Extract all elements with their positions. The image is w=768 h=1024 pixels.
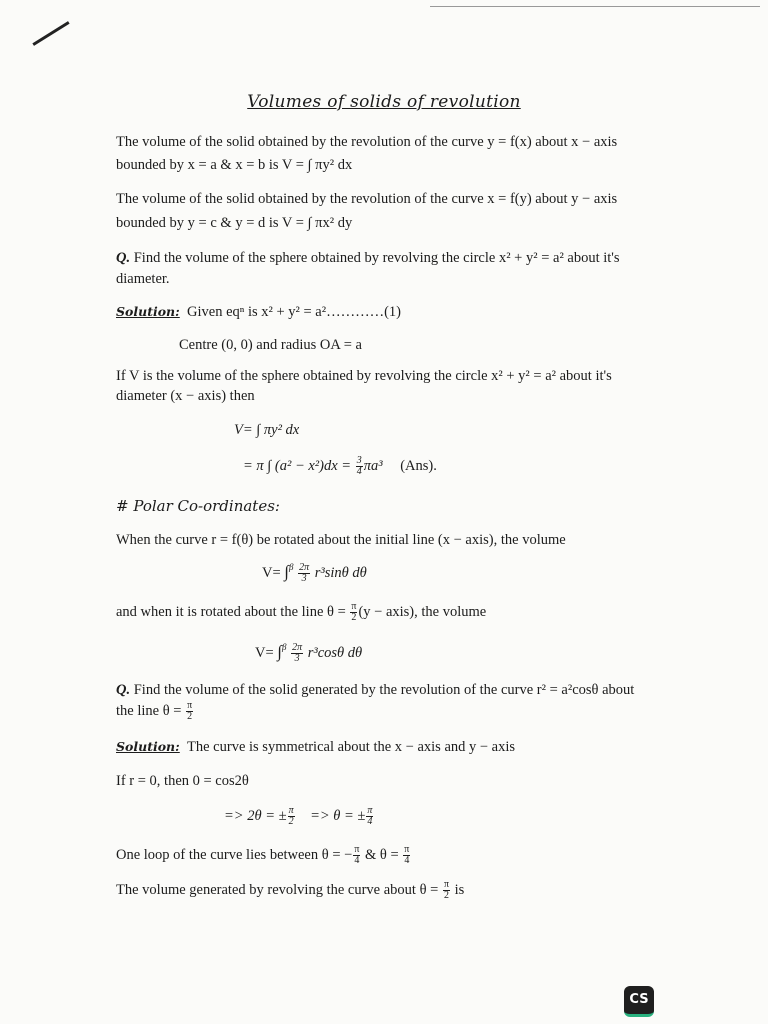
solution-1-given [116,302,401,322]
question-1-line-2: diameter. [116,271,170,287]
fraction-pi-over-four-1: $\frac{\pi}{4}$ [367,805,373,827]
polar-equation-1-text: r³sinθ dθ [314,565,367,581]
fraction-pi-over-two-1: $\frac{\pi}{2}$ [351,601,357,624]
solution-1-line-2: diameter (x − axis) then [116,388,255,404]
solution-1-given-text: Given eqⁿ is x² + y² = a²…………(1) [187,304,401,320]
fraction-two-pi-over-three-2: $\frac{2\pi}{3}$ [292,642,303,665]
integral-sign-2: ∫ [277,642,282,661]
solution-2-line-4-a: One loop of the curve lies between θ = − [116,847,353,863]
solution-2-line-4 [116,845,411,866]
solution-2-line-3 [224,806,374,827]
intro-line-4: bounded by y = c & y = d is V = ∫ πx² dy [116,215,353,231]
solution-1-label: Solution: [116,304,180,319]
camscanner-logo: CS [624,986,654,1017]
integral-sign-1: ∫ [284,562,289,581]
solution-1-equation-2-text: = π ∫ (a² − x²)dx = [243,457,355,474]
fraction-three-quarters: $\frac{3}{4}$ [356,455,362,477]
solution-1-equation-2 [243,456,437,477]
polar-equation-1: V= ∫$^\beta$ $\frac{2\pi}{3}$ r³sinθ dθ [262,562,367,585]
question-2-text: Find the volume of the solid generated by the revolution of the curve r² = a²cosθ about [133,682,635,698]
scan-top-line [430,6,760,7]
solution-2-line-4-b: & θ = [365,847,403,863]
solution-1-answer-label: (Ans). [400,457,437,474]
page-title: Volumes of solids of revolution [247,92,521,112]
solution-2-line-5 [116,880,464,901]
solution-1-line-1: If V is the volume of the sphere obtained by revolving the circle x² + y² = a² about it's [116,368,612,384]
scan-pen-stroke [32,21,69,46]
fraction-pi-over-two-2: $\frac{\pi}{2}$ [187,700,193,723]
polar-line-1: When the curve r = f(θ) be rotated about the initial line (x − axis), the volume [116,532,566,548]
polar-heading: # Polar Co-ordinates: [116,497,280,515]
polar-line-2-b: (y − axis), the volume [358,604,487,620]
polar-line-2-a: and when it is rotated about the line θ = [116,604,350,620]
fraction-pi-over-two-4: $\frac{\pi}{2}$ [443,879,450,902]
question-2-label: Q. [116,682,131,698]
polar-equation-2: V= ∫$^\beta$ $\frac{2\pi}{3}$ r³cosθ dθ [255,642,363,665]
intro-line-2-text: bounded by x = a & x = b is V = ∫ πy² dx [116,157,353,173]
question-1-text: Find the volume of the sphere obtained by revolving the circle x² + y² = a² about it's [133,250,620,266]
solution-2-line-1-text: The curve is symmetrical about the x − axis and y − axis [187,739,516,755]
polar-line-2 [116,602,486,623]
solution-1-equation-1: V= ∫ πy² dx [234,422,300,438]
question-2-line-2 [116,701,194,722]
fraction-pi-over-four-2: $\frac{\pi}{4}$ [354,844,360,867]
question-1-line-1 [116,248,620,268]
solution-2-label: Solution: [116,739,180,754]
solution-2-line-5-a: The volume generated by revolving the curve about θ = [116,882,442,898]
question-1-label: Q. [116,250,131,266]
solution-1-equation-2-tail: πa³ [363,457,383,474]
intro-line-2 [116,155,352,175]
fraction-pi-over-four-3: $\frac{\pi}{4}$ [404,844,410,867]
fraction-two-pi-over-three-1: $\frac{2\pi}{3}$ [299,562,310,585]
intro-line-1: The volume of the solid obtained by the revolution of the curve y = f(x) about x − axis [116,134,618,150]
solution-1-centre: Centre (0, 0) and radius OA = a [179,337,362,353]
polar-equation-2-text: r³cosθ dθ [307,645,363,661]
question-2-line-2-text: the line θ = [116,703,186,719]
solution-2-line-2: If r = 0, then 0 = cos2θ [116,773,249,789]
solution-2-line-1 [116,737,515,757]
solution-2-line-5-b: is [454,882,465,898]
fraction-pi-over-two-3: $\frac{\pi}{2}$ [288,805,294,827]
solution-2-line-3-b: => θ = ± [310,807,366,824]
solution-2-line-3-a: => 2θ = ± [224,807,287,824]
intro-line-3: The volume of the solid obtained by the revolution of the curve x = f(y) about y − axis [116,191,618,207]
question-2-line-1 [116,680,634,700]
